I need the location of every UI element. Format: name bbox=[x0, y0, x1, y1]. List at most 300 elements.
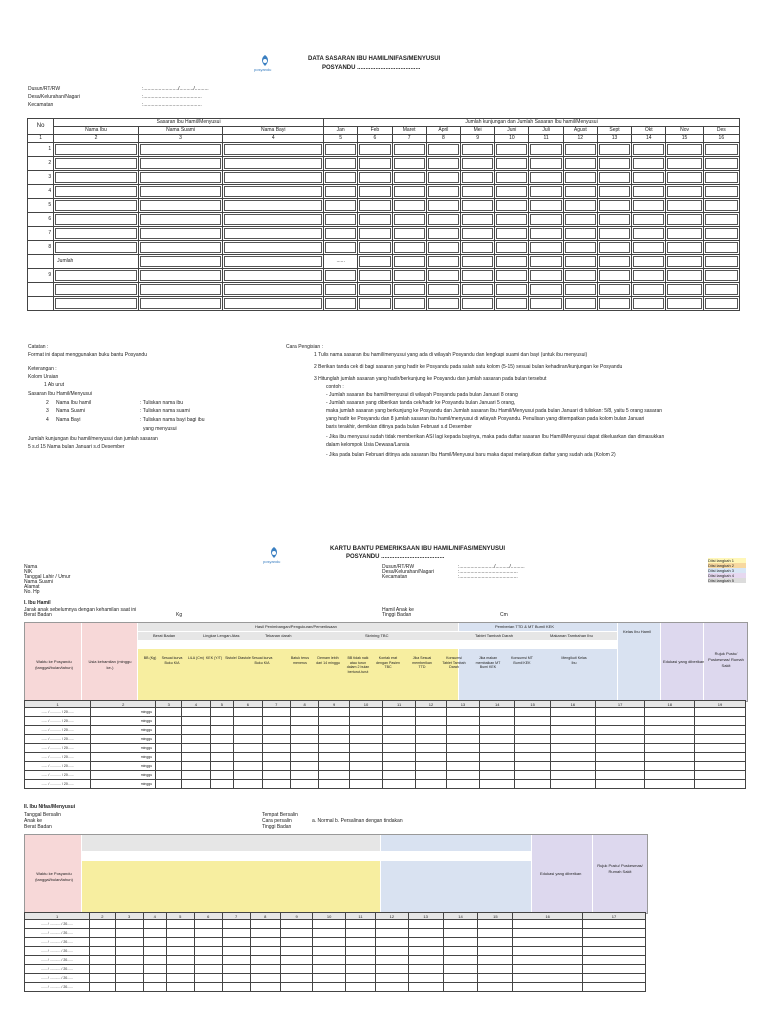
table-cell[interactable] bbox=[529, 241, 563, 255]
table-cell[interactable] bbox=[446, 744, 479, 753]
field-tgl-lahir[interactable]: Tanggal Lahir / Umur bbox=[24, 574, 71, 580]
visit-date[interactable]: ...... / ........... / 20...... bbox=[25, 717, 91, 726]
table-cell[interactable] bbox=[563, 269, 597, 283]
table-cell[interactable] bbox=[143, 965, 166, 974]
table-cell[interactable] bbox=[595, 744, 645, 753]
field-nama-suami[interactable]: Nama Suami bbox=[24, 579, 53, 585]
field-dusun-value[interactable]: :........................./........../.......... bbox=[142, 86, 209, 92]
table-cell[interactable] bbox=[515, 726, 550, 735]
table-cell[interactable] bbox=[143, 920, 166, 929]
table-cell[interactable] bbox=[645, 780, 695, 789]
table-cell[interactable] bbox=[645, 708, 695, 717]
table-cell[interactable] bbox=[90, 938, 116, 947]
table-cell[interactable] bbox=[250, 929, 280, 938]
table-cell[interactable] bbox=[262, 717, 290, 726]
table-cell[interactable] bbox=[223, 185, 324, 199]
table-cell[interactable] bbox=[290, 780, 318, 789]
table-cell[interactable] bbox=[461, 199, 495, 213]
table-cell[interactable] bbox=[324, 255, 358, 269]
table-cell[interactable] bbox=[166, 920, 194, 929]
usia-minggu[interactable]: minggu bbox=[91, 780, 156, 789]
table-cell[interactable] bbox=[461, 213, 495, 227]
table-cell[interactable] bbox=[597, 227, 631, 241]
table-cell[interactable] bbox=[461, 171, 495, 185]
table-cell[interactable] bbox=[695, 744, 746, 753]
table-cell[interactable] bbox=[90, 947, 116, 956]
table-cell[interactable] bbox=[478, 965, 513, 974]
table-cell[interactable] bbox=[583, 929, 646, 938]
table-cell[interactable] bbox=[290, 744, 318, 753]
table-cell[interactable] bbox=[376, 983, 409, 992]
table-cell[interactable] bbox=[383, 762, 416, 771]
field-kecamatan-value[interactable]: :.......................................... bbox=[142, 102, 202, 108]
table-cell[interactable] bbox=[695, 735, 746, 744]
table-cell[interactable] bbox=[392, 143, 426, 157]
table-cell[interactable] bbox=[563, 213, 597, 227]
table-cell[interactable] bbox=[632, 143, 666, 157]
table-cell[interactable] bbox=[695, 753, 746, 762]
table-cell[interactable] bbox=[143, 974, 166, 983]
table-cell[interactable] bbox=[645, 771, 695, 780]
table-cell[interactable] bbox=[194, 920, 222, 929]
table-cell[interactable] bbox=[250, 965, 280, 974]
table-cell[interactable] bbox=[349, 717, 382, 726]
table-cell[interactable] bbox=[90, 983, 116, 992]
table-cell[interactable] bbox=[495, 171, 529, 185]
table-cell[interactable] bbox=[461, 269, 495, 283]
usia-minggu[interactable]: minggu bbox=[91, 717, 156, 726]
table-cell[interactable] bbox=[138, 143, 223, 157]
table-cell[interactable] bbox=[703, 297, 739, 311]
table-cell[interactable] bbox=[597, 143, 631, 157]
visit-date[interactable]: ...... / ........... / 20...... bbox=[25, 920, 90, 929]
field-nik[interactable]: NIK bbox=[24, 569, 33, 575]
table-cell[interactable] bbox=[182, 735, 210, 744]
table-cell[interactable] bbox=[345, 929, 375, 938]
table-cell[interactable] bbox=[250, 938, 280, 947]
table-cell[interactable] bbox=[250, 956, 280, 965]
table-cell[interactable] bbox=[495, 269, 529, 283]
table-cell[interactable] bbox=[222, 956, 250, 965]
table-cell[interactable] bbox=[479, 771, 514, 780]
table-cell[interactable] bbox=[115, 947, 143, 956]
table-cell[interactable] bbox=[156, 771, 182, 780]
table-cell[interactable] bbox=[383, 735, 416, 744]
table-cell[interactable] bbox=[703, 241, 739, 255]
table-cell[interactable] bbox=[597, 199, 631, 213]
table-cell[interactable] bbox=[392, 297, 426, 311]
table-cell[interactable] bbox=[182, 771, 210, 780]
table-cell[interactable] bbox=[478, 956, 513, 965]
table-cell[interactable] bbox=[479, 762, 514, 771]
table-cell[interactable] bbox=[376, 947, 409, 956]
table-cell[interactable] bbox=[426, 143, 460, 157]
table-cell[interactable] bbox=[595, 726, 645, 735]
table-cell[interactable] bbox=[416, 762, 447, 771]
table-cell[interactable] bbox=[632, 269, 666, 283]
table-cell[interactable] bbox=[290, 708, 318, 717]
table-cell[interactable] bbox=[223, 269, 324, 283]
table-cell[interactable] bbox=[143, 956, 166, 965]
table-cell[interactable] bbox=[358, 171, 392, 185]
table-cell[interactable] bbox=[426, 213, 460, 227]
table-cell[interactable] bbox=[54, 157, 139, 171]
table-cell[interactable] bbox=[666, 213, 703, 227]
table-cell[interactable] bbox=[495, 297, 529, 311]
table-cell[interactable] bbox=[426, 227, 460, 241]
table-cell[interactable] bbox=[515, 717, 550, 726]
table-cell[interactable] bbox=[138, 297, 223, 311]
table-cell[interactable] bbox=[383, 717, 416, 726]
usia-minggu[interactable]: minggu bbox=[91, 708, 156, 717]
table-cell[interactable] bbox=[115, 974, 143, 983]
field-desa-value[interactable]: :.......................................... bbox=[142, 94, 202, 100]
table-cell[interactable] bbox=[234, 762, 262, 771]
table-cell[interactable] bbox=[182, 744, 210, 753]
table-cell[interactable] bbox=[143, 929, 166, 938]
table-cell[interactable] bbox=[695, 708, 746, 717]
table-cell[interactable] bbox=[478, 920, 513, 929]
table-cell[interactable] bbox=[563, 227, 597, 241]
table-cell[interactable] bbox=[666, 157, 703, 171]
table-cell[interactable] bbox=[138, 283, 223, 297]
table-cell[interactable] bbox=[478, 983, 513, 992]
table-cell[interactable] bbox=[666, 171, 703, 185]
table-cell[interactable] bbox=[479, 708, 514, 717]
table-cell[interactable] bbox=[529, 297, 563, 311]
table-cell[interactable] bbox=[495, 213, 529, 227]
table-cell[interactable] bbox=[313, 956, 346, 965]
table-cell[interactable] bbox=[349, 708, 382, 717]
table-cell[interactable] bbox=[54, 297, 139, 311]
table-cell[interactable] bbox=[632, 171, 666, 185]
table-cell[interactable] bbox=[666, 199, 703, 213]
table-cell[interactable] bbox=[632, 241, 666, 255]
table-cell[interactable] bbox=[515, 762, 550, 771]
table-cell[interactable] bbox=[416, 708, 447, 717]
table-cell[interactable] bbox=[262, 744, 290, 753]
table-cell[interactable] bbox=[376, 929, 409, 938]
table-cell[interactable] bbox=[290, 753, 318, 762]
table-cell[interactable] bbox=[262, 708, 290, 717]
table-cell[interactable] bbox=[358, 185, 392, 199]
table-cell[interactable] bbox=[290, 735, 318, 744]
table-cell[interactable] bbox=[290, 771, 318, 780]
table-cell[interactable] bbox=[345, 920, 375, 929]
table-cell[interactable] bbox=[138, 185, 223, 199]
table-cell[interactable] bbox=[222, 938, 250, 947]
table-cell[interactable] bbox=[479, 744, 514, 753]
table-cell[interactable] bbox=[54, 213, 139, 227]
table-cell[interactable] bbox=[416, 717, 447, 726]
table-cell[interactable] bbox=[529, 213, 563, 227]
table-cell[interactable] bbox=[376, 974, 409, 983]
table-cell[interactable] bbox=[595, 753, 645, 762]
table-cell[interactable] bbox=[446, 735, 479, 744]
visit-date[interactable]: ...... / ........... / 20...... bbox=[25, 974, 90, 983]
table-cell[interactable] bbox=[358, 269, 392, 283]
table-cell[interactable] bbox=[583, 974, 646, 983]
table-cell[interactable] bbox=[515, 753, 550, 762]
table-cell[interactable] bbox=[138, 269, 223, 283]
table-cell[interactable] bbox=[666, 241, 703, 255]
table-cell[interactable] bbox=[515, 744, 550, 753]
table-cell[interactable] bbox=[194, 974, 222, 983]
table-cell[interactable] bbox=[182, 708, 210, 717]
table-cell[interactable] bbox=[319, 753, 350, 762]
table-cell[interactable] bbox=[234, 753, 262, 762]
table-cell[interactable] bbox=[324, 297, 358, 311]
table-cell[interactable] bbox=[426, 255, 460, 269]
table-cell[interactable] bbox=[358, 255, 392, 269]
table-cell[interactable] bbox=[645, 726, 695, 735]
table-cell[interactable] bbox=[54, 143, 139, 157]
table-cell[interactable] bbox=[319, 762, 350, 771]
table-cell[interactable] bbox=[645, 735, 695, 744]
table-cell[interactable] bbox=[392, 269, 426, 283]
visit-date[interactable]: ...... / ........... / 20...... bbox=[25, 753, 91, 762]
table-cell[interactable] bbox=[529, 255, 563, 269]
table-cell[interactable] bbox=[478, 929, 513, 938]
table-cell[interactable] bbox=[595, 771, 645, 780]
table-cell[interactable] bbox=[210, 735, 234, 744]
table-cell[interactable] bbox=[695, 726, 746, 735]
table-cell[interactable] bbox=[666, 283, 703, 297]
table-cell[interactable] bbox=[597, 171, 631, 185]
field-dusun-value[interactable]: :........................./........../.......... bbox=[458, 564, 525, 570]
table-cell[interactable] bbox=[262, 780, 290, 789]
table-cell[interactable] bbox=[358, 227, 392, 241]
table-cell[interactable] bbox=[583, 983, 646, 992]
table-cell[interactable] bbox=[416, 771, 447, 780]
table-cell[interactable] bbox=[115, 965, 143, 974]
table-cell[interactable] bbox=[383, 753, 416, 762]
table-cell[interactable] bbox=[319, 771, 350, 780]
table-cell[interactable] bbox=[392, 227, 426, 241]
table-cell[interactable] bbox=[324, 227, 358, 241]
table-cell[interactable] bbox=[597, 297, 631, 311]
table-cell[interactable] bbox=[595, 762, 645, 771]
table-cell[interactable] bbox=[597, 213, 631, 227]
table-cell[interactable] bbox=[416, 753, 447, 762]
table-cell[interactable] bbox=[563, 157, 597, 171]
table-cell[interactable] bbox=[376, 920, 409, 929]
usia-minggu[interactable]: minggu bbox=[91, 753, 156, 762]
table-cell[interactable] bbox=[392, 241, 426, 255]
table-cell[interactable] bbox=[222, 929, 250, 938]
table-cell[interactable] bbox=[115, 929, 143, 938]
table-cell[interactable] bbox=[234, 744, 262, 753]
table-cell[interactable] bbox=[280, 938, 313, 947]
table-cell[interactable] bbox=[408, 956, 443, 965]
table-cell[interactable] bbox=[392, 283, 426, 297]
table-cell[interactable] bbox=[529, 171, 563, 185]
table-cell[interactable] bbox=[479, 753, 514, 762]
table-cell[interactable] bbox=[495, 143, 529, 157]
table-cell[interactable] bbox=[515, 708, 550, 717]
table-cell[interactable] bbox=[383, 726, 416, 735]
table-cell[interactable] bbox=[645, 753, 695, 762]
table-cell[interactable] bbox=[156, 735, 182, 744]
visit-date[interactable]: ...... / ........... / 20...... bbox=[25, 771, 91, 780]
table-cell[interactable] bbox=[529, 143, 563, 157]
table-cell[interactable] bbox=[324, 283, 358, 297]
table-cell[interactable] bbox=[478, 938, 513, 947]
table-cell[interactable] bbox=[223, 199, 324, 213]
table-cell[interactable] bbox=[210, 708, 234, 717]
table-cell[interactable] bbox=[280, 929, 313, 938]
table-cell[interactable] bbox=[222, 983, 250, 992]
table-cell[interactable] bbox=[319, 780, 350, 789]
table-cell[interactable] bbox=[324, 185, 358, 199]
table-cell[interactable] bbox=[513, 983, 583, 992]
table-cell[interactable] bbox=[529, 157, 563, 171]
table-cell[interactable] bbox=[563, 171, 597, 185]
table-cell[interactable] bbox=[703, 227, 739, 241]
table-cell[interactable] bbox=[90, 929, 116, 938]
visit-date[interactable]: ...... / ........... / 20...... bbox=[25, 708, 91, 717]
table-cell[interactable] bbox=[349, 753, 382, 762]
table-cell[interactable] bbox=[222, 965, 250, 974]
visit-date[interactable]: ...... / ........... / 20...... bbox=[25, 780, 91, 789]
table-cell[interactable] bbox=[583, 938, 646, 947]
table-cell[interactable] bbox=[358, 143, 392, 157]
table-cell[interactable] bbox=[319, 726, 350, 735]
table-cell[interactable] bbox=[703, 157, 739, 171]
table-cell[interactable] bbox=[595, 780, 645, 789]
table-cell[interactable] bbox=[563, 297, 597, 311]
table-cell[interactable] bbox=[703, 283, 739, 297]
table-cell[interactable] bbox=[349, 726, 382, 735]
table-cell[interactable] bbox=[479, 726, 514, 735]
table-cell[interactable] bbox=[166, 929, 194, 938]
table-cell[interactable] bbox=[632, 199, 666, 213]
table-cell[interactable] bbox=[345, 974, 375, 983]
table-cell[interactable] bbox=[234, 708, 262, 717]
table-cell[interactable] bbox=[443, 974, 478, 983]
table-cell[interactable] bbox=[583, 956, 646, 965]
table-cell[interactable] bbox=[250, 947, 280, 956]
table-cell[interactable] bbox=[529, 185, 563, 199]
table-cell[interactable] bbox=[156, 744, 182, 753]
table-cell[interactable] bbox=[182, 717, 210, 726]
table-cell[interactable] bbox=[349, 780, 382, 789]
table-cell[interactable] bbox=[416, 780, 447, 789]
table-cell[interactable] bbox=[461, 157, 495, 171]
table-cell[interactable] bbox=[595, 717, 645, 726]
table-cell[interactable] bbox=[443, 983, 478, 992]
table-cell[interactable] bbox=[156, 753, 182, 762]
table-cell[interactable] bbox=[54, 199, 139, 213]
table-cell[interactable] bbox=[349, 771, 382, 780]
table-cell[interactable] bbox=[210, 726, 234, 735]
table-cell[interactable] bbox=[461, 185, 495, 199]
table-cell[interactable] bbox=[313, 983, 346, 992]
table-cell[interactable] bbox=[408, 947, 443, 956]
table-cell[interactable] bbox=[446, 717, 479, 726]
table-cell[interactable] bbox=[156, 717, 182, 726]
table-cell[interactable] bbox=[383, 780, 416, 789]
table-cell[interactable] bbox=[345, 965, 375, 974]
table-cell[interactable] bbox=[290, 762, 318, 771]
table-cell[interactable] bbox=[513, 965, 583, 974]
table-cell[interactable] bbox=[54, 241, 139, 255]
table-cell[interactable] bbox=[182, 762, 210, 771]
visit-date[interactable]: ...... / ........... / 20...... bbox=[25, 983, 90, 992]
table-cell[interactable] bbox=[597, 283, 631, 297]
table-cell[interactable] bbox=[461, 241, 495, 255]
table-cell[interactable] bbox=[479, 735, 514, 744]
table-cell[interactable] bbox=[223, 171, 324, 185]
table-cell[interactable] bbox=[262, 726, 290, 735]
table-cell[interactable] bbox=[563, 185, 597, 199]
table-cell[interactable] bbox=[376, 956, 409, 965]
table-cell[interactable] bbox=[479, 717, 514, 726]
table-cell[interactable] bbox=[416, 726, 447, 735]
table-cell[interactable] bbox=[280, 974, 313, 983]
table-cell[interactable] bbox=[550, 762, 595, 771]
table-cell[interactable] bbox=[166, 938, 194, 947]
visit-date[interactable]: ...... / ........... / 20...... bbox=[25, 938, 90, 947]
usia-minggu[interactable]: minggu bbox=[91, 771, 156, 780]
table-cell[interactable] bbox=[223, 255, 324, 269]
table-cell[interactable] bbox=[138, 199, 223, 213]
table-cell[interactable] bbox=[666, 185, 703, 199]
table-cell[interactable] bbox=[632, 255, 666, 269]
table-cell[interactable] bbox=[666, 255, 703, 269]
table-cell[interactable] bbox=[54, 185, 139, 199]
table-cell[interactable] bbox=[349, 744, 382, 753]
table-cell[interactable] bbox=[345, 938, 375, 947]
table-cell[interactable] bbox=[443, 929, 478, 938]
table-cell[interactable] bbox=[408, 929, 443, 938]
table-cell[interactable] bbox=[349, 735, 382, 744]
table-cell[interactable] bbox=[138, 227, 223, 241]
usia-minggu[interactable]: minggu bbox=[91, 735, 156, 744]
table-cell[interactable] bbox=[166, 956, 194, 965]
table-cell[interactable] bbox=[345, 983, 375, 992]
table-cell[interactable] bbox=[446, 753, 479, 762]
table-cell[interactable] bbox=[90, 974, 116, 983]
table-cell[interactable] bbox=[513, 947, 583, 956]
table-cell[interactable] bbox=[166, 965, 194, 974]
table-cell[interactable] bbox=[666, 143, 703, 157]
table-cell[interactable] bbox=[210, 717, 234, 726]
table-cell[interactable] bbox=[223, 241, 324, 255]
table-cell[interactable] bbox=[115, 920, 143, 929]
table-cell[interactable] bbox=[550, 717, 595, 726]
table-cell[interactable] bbox=[513, 920, 583, 929]
table-cell[interactable] bbox=[529, 269, 563, 283]
table-cell[interactable] bbox=[443, 965, 478, 974]
table-cell[interactable] bbox=[695, 717, 746, 726]
table-cell[interactable] bbox=[182, 753, 210, 762]
field-kecamatan-value[interactable]: :.......................................... bbox=[458, 574, 518, 580]
table-cell[interactable] bbox=[550, 771, 595, 780]
table-cell[interactable] bbox=[383, 744, 416, 753]
table-cell[interactable] bbox=[513, 938, 583, 947]
table-cell[interactable] bbox=[250, 983, 280, 992]
table-cell[interactable] bbox=[426, 171, 460, 185]
table-cell[interactable] bbox=[210, 753, 234, 762]
table-cell[interactable] bbox=[54, 283, 139, 297]
table-cell[interactable] bbox=[280, 920, 313, 929]
table-cell[interactable] bbox=[280, 947, 313, 956]
table-cell[interactable] bbox=[319, 717, 350, 726]
table-cell[interactable] bbox=[495, 199, 529, 213]
table-cell[interactable] bbox=[703, 213, 739, 227]
table-cell[interactable] bbox=[313, 920, 346, 929]
